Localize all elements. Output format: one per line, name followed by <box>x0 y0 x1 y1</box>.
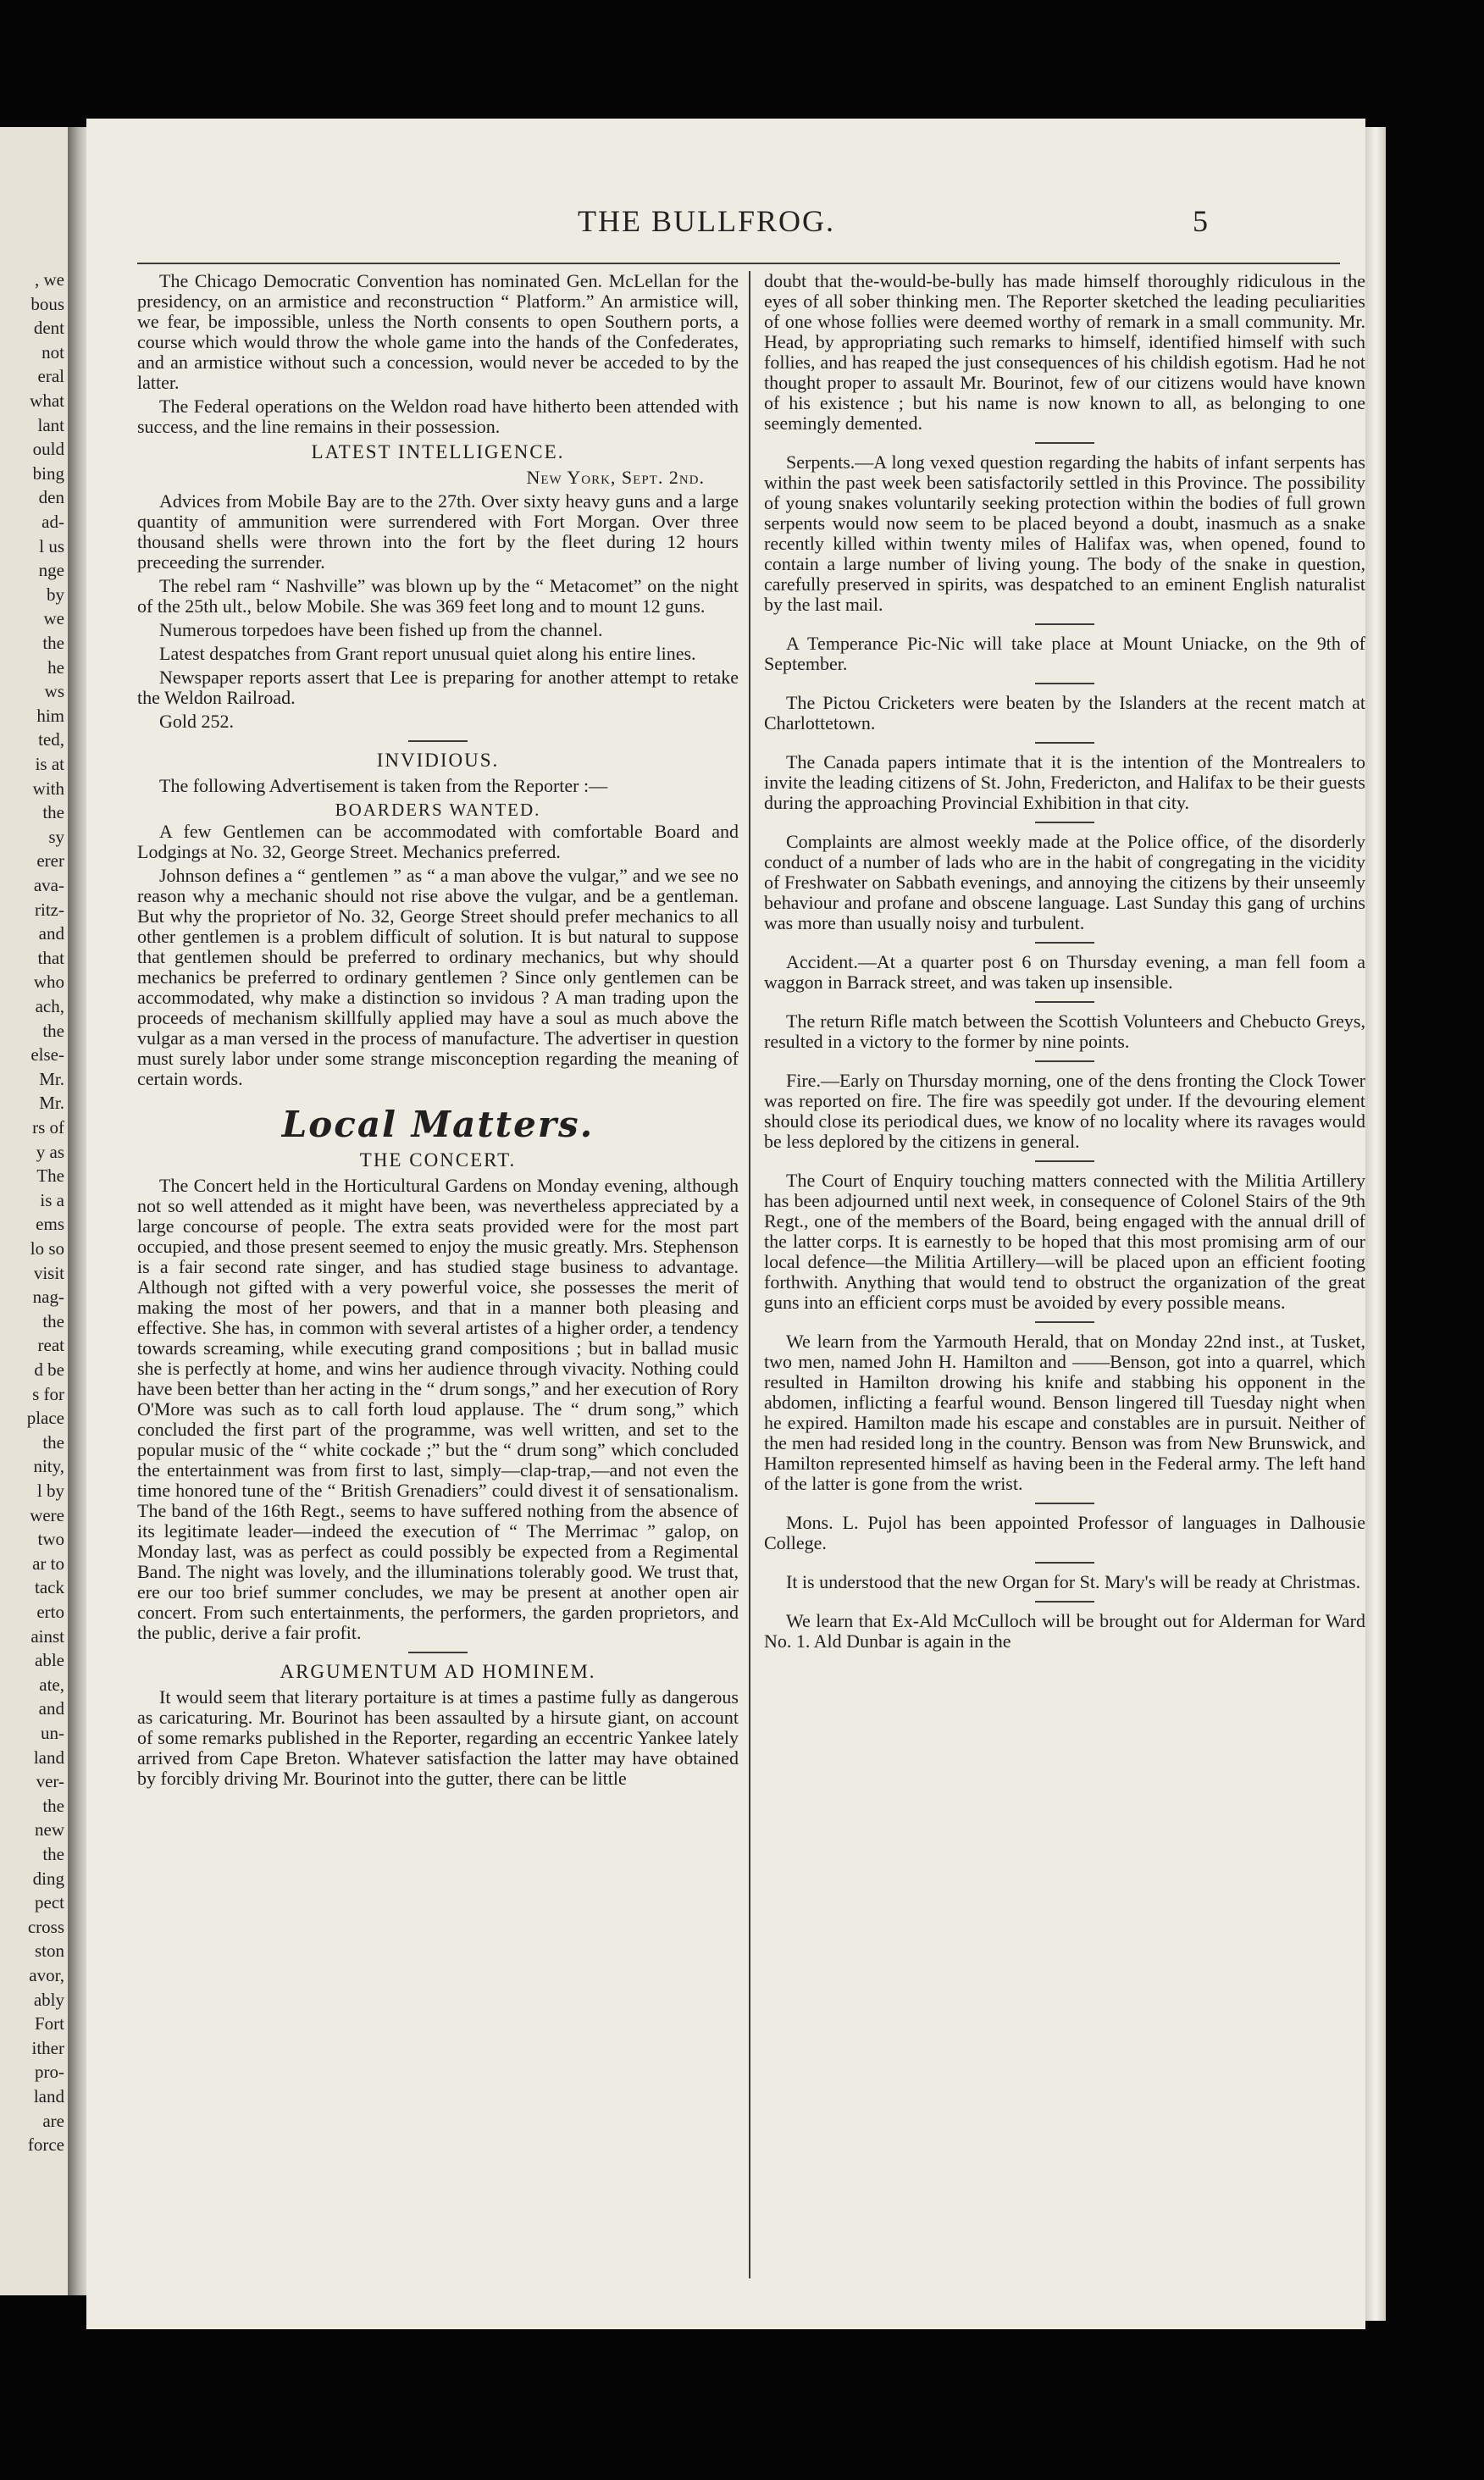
previous-page-fragment: him <box>36 705 64 726</box>
previous-page-fragment: were <box>30 1504 64 1525</box>
serpents-item: Serpents.—A long vexed question regarding the habits of infant serpents has within the past week been satisfactorily settled in this Province. The possibility of young snakes voluntarily seeking protection within the bodies of full grown serpents would now seem to be placed beyond a doubt, inasmuch as a snake recently killed within twenty miles of Halifax was, when opened, found to contain a large number of living young. The body of the snake in question, carefully preserved in spirits, was despatched to an eminent English naturalist by the last mail. <box>764 451 1365 615</box>
news-item: Latest despatches from Grant report unusual quiet along his entire lines. <box>159 643 696 664</box>
previous-page-fragment: avor, <box>29 1965 64 1985</box>
previous-page-fragment: else- <box>30 1044 64 1066</box>
previous-page-fragment: the <box>42 1795 64 1816</box>
rifle-match-item: The return Rifle match between the Scottish Volunteers and Chebucto Greys, resulted in a victory to the former by nine points. <box>764 1010 1365 1052</box>
previous-page-fragment: lant <box>37 414 64 435</box>
previous-page-fragment: who <box>33 972 64 993</box>
weldon-paragraph: The Federal operations on the Weldon road have hitherto been attended with success, and the line remains in their possession. <box>137 396 739 437</box>
accident-item: Accident.—At a quarter post 6 on Thursday evening, a man fell foom a waggon in Barrack street, and was taken up insensible. <box>764 951 1365 993</box>
previous-page-fragment: , we <box>35 269 64 290</box>
previous-page-fragment: the <box>42 1310 64 1331</box>
previous-page-fragment: cross <box>27 1916 64 1937</box>
previous-page-fragment: ar to <box>32 1553 64 1574</box>
argumentum-heading: ARGUMENTUM AD HOMINEM. <box>280 1661 596 1682</box>
argumentum-continued: doubt that the-would-be-bully has made himself thoroughly ridiculous in the eyes of all sober thinking men. The Reporter sketched the leading peculiarities of one whose follies were deemed worthy of remark in a small community. Mr. Head, by appropriating such remarks to himself, identified himself with such follies, and has reaped the just consequences of his childish egotism. Had he not thought proper to assault Mr. Bourinot, few of our citizens would have known of his existence ; but his name is now known to all, as belonging to one seemingly demented. <box>764 270 1365 434</box>
previous-page-fragment: force <box>27 2134 64 2156</box>
previous-page-fragment: ver- <box>36 1771 64 1792</box>
previous-page-fragment: erto <box>36 1602 64 1622</box>
previous-page-fragment: ad- <box>42 512 64 532</box>
previous-page-fragment: ding <box>32 1868 64 1889</box>
previous-page-fragment: Mr. <box>39 1068 64 1089</box>
previous-page-fragment: and <box>38 1698 64 1719</box>
previous-page-fragment: new <box>35 1819 64 1841</box>
pujol-item: Mons. L. Pujol has been appointed Professor of languages in Dalhousie College. <box>764 1512 1365 1553</box>
section-rule <box>1035 742 1094 744</box>
previous-page-fragment: nag- <box>32 1287 64 1308</box>
invidious-heading: INVIDIOUS. <box>376 750 500 771</box>
previous-page-fragment: ted, <box>38 729 64 750</box>
previous-page-fragment: the <box>42 1020 64 1041</box>
previous-page-fragment: l us <box>39 535 64 556</box>
boarders-wanted-heading: BOARDERS WANTED. <box>335 800 541 820</box>
previous-page-fragment: rs of <box>32 1117 64 1138</box>
previous-page-fragment: with <box>32 778 64 799</box>
previous-page-fragment: the <box>42 1844 64 1864</box>
previous-page-fragment: eral <box>37 366 64 387</box>
previous-page-fragment: pect <box>35 1892 64 1913</box>
invidious-body: Johnson defines a “ gentlemen ” as “ a man above the vulgar,” and we see no reason why a mechanic should not rise above the vulgar, and be a gentleman. But why the proprietor of No. 32, George Street should prefer mechanics to all other gentlemen is a problem difficult of solution. It is but natural to suppose that gentlemen should be preferred to ordinary mechanics, but why should mechanics be preferred to ordinary gentlemen ? Since only gentlemen can be accommodated, why make a distinction so invidous ? A man trading upon the proceeds of mechanism skillfully applied may have a soul as much above the vulgar as a man versed in the process of manufacture. The advertiser in question must surely labor under some strange misconception regarding the meaning of certain words. <box>137 865 739 1089</box>
previous-page-fragment: lo so <box>30 1238 64 1259</box>
boarders-advertisement: A few Gentlemen can be accommodated with comfortable Board and Lodgings at No. 32, George Street. Mechanics preferred. <box>137 821 739 862</box>
previous-page-fragment: ems <box>36 1214 64 1235</box>
previous-page-fragment: Fort <box>34 2013 64 2034</box>
previous-page-fragment: visit <box>33 1262 64 1283</box>
section-rule <box>408 740 468 742</box>
left-column <box>137 271 739 1792</box>
previous-page-fragment: dent <box>33 318 64 339</box>
section-rule <box>1035 942 1094 944</box>
previous-page-fragment: are <box>42 2110 64 2131</box>
header-rule <box>137 263 1340 264</box>
previous-page-fragment: den <box>38 487 64 508</box>
previous-page-fragment: pro- <box>35 2062 64 2083</box>
dateline: New York, Sept. 2nd. <box>526 467 705 488</box>
section-rule <box>1035 442 1094 444</box>
latest-intelligence-heading: LATEST INTELLIGENCE. <box>311 441 565 462</box>
section-rule <box>1035 1321 1094 1323</box>
fire-item: Fire.—Early on Thursday morning, one of the dens fronting the Clock Tower was reported on fire. The fire was speedily got under. If the devouring element should close its periodical dues, we know of no locality where its ravages would be less deplored by the citizens in general. <box>764 1070 1365 1152</box>
page-edge-shadow <box>1365 127 1386 2321</box>
previous-page-fragment: land <box>33 1747 64 1768</box>
previous-page-fragment: and <box>38 923 64 944</box>
previous-page-fragment: bing <box>32 462 64 484</box>
previous-page-fragment: erer <box>36 850 64 872</box>
previous-page-fragment: un- <box>41 1723 64 1743</box>
canada-item: The Canada papers intimate that it is the intention of the Montrealers to invite the leading citizens of St. John, Fredericton, and Halifax to be their guests during the approaching Provincial Exhibition in that city. <box>764 751 1365 813</box>
column-divider <box>749 271 750 2278</box>
section-rule <box>1035 822 1094 823</box>
news-item: Numerous torpedoes have been fished up from the channel. <box>159 619 603 640</box>
gold-price: Gold 252. <box>159 711 234 732</box>
previous-page-fragment: ava- <box>33 875 64 895</box>
section-rule <box>1035 1503 1094 1504</box>
section-rule <box>1035 1001 1094 1003</box>
previous-page-fragment: nity, <box>33 1456 64 1477</box>
complaints-item: Complaints are almost weekly made at the Police office, of the disorderly conduct of a number of lads who are in the habit of congregating in the vicidity of Freshwater on Sabbath evenings, and annoying the citizens by their unseemly behaviour and profane and obscene language. Last Sunday this gang of urchins was more than usually noisy and turbulent. <box>764 831 1365 933</box>
previous-page-fragment: not <box>42 341 64 363</box>
section-rule <box>1035 1562 1094 1564</box>
previous-page-fragment: two <box>37 1529 64 1550</box>
court-of-enquiry-item: The Court of Enquiry touching matters connected with the Militia Artillery has been adjourned until next week, in consequence of Colonel Stairs of the 9th Regt., one of the members of the Board, being engaged with the annual drill of the latter corps. It is earnestly to be hoped that this most promising arm of our local defence—the Militia Artillery—will be placed upon an efficient footing forthwith. Anything that would tend to obstruct the organization of the great guns into an efficient corps must be avoided by every possible means. <box>764 1170 1365 1313</box>
previous-page-fragment: ould <box>32 439 64 460</box>
previous-page-fragment: ither <box>31 2037 64 2058</box>
page-header <box>86 203 1365 254</box>
previous-page-fragment: we <box>43 608 64 629</box>
mcculloch-item: We learn that Ex-Ald McCulloch will be brought out for Alderman for Ward No. 1. Ald Dunbar is again in the <box>764 1610 1365 1652</box>
previous-page-edge <box>0 127 68 2295</box>
previous-page-fragment: l by <box>36 1481 64 1501</box>
previous-page-fragment: sy <box>48 826 64 847</box>
local-matters-heading: Local Matters. <box>281 1104 595 1145</box>
previous-page-fragment: that <box>37 947 64 968</box>
news-item: Newspaper reports assert that Lee is preparing for another attempt to retake the Weldon Railroad. <box>137 667 739 708</box>
previous-page-fragment: is a <box>40 1189 64 1210</box>
yarmouth-item: We learn from the Yarmouth Herald, that on Monday 22nd inst., at Tusket, two men, named John H. Hamilton and ——Benson, got into a quarrel, which resulted in Hamilton drowing his knife and stabbing his opponent in the abdomen, inflicting a fearful wound. Benson lingered till Tuesday night when he expired. Hamilton made his escape and constables are in pursuit. Neither of the men had resided long in the country. Benson was from New Brunswick, and Hamilton represented himself as having been in the Federal army. The left hand of the latter is gone from the wrist. <box>764 1331 1365 1494</box>
previous-page-fragment: ably <box>33 1989 64 2010</box>
previous-page-fragment: tack <box>35 1577 64 1598</box>
temperance-item: A Temperance Pic-Nic will take place at Mount Uniacke, on the 9th of September. <box>764 633 1365 674</box>
section-rule <box>408 1652 468 1653</box>
previous-page-fragment: the <box>42 802 64 823</box>
previous-page-fragment: bous <box>30 293 64 314</box>
newspaper-page <box>86 119 1365 2329</box>
previous-page-fragment: ston <box>34 1940 64 1962</box>
convention-paragraph: The Chicago Democratic Convention has nominated Gen. McLellan for the presidency, on an armistice and reconstruction “ Platform.” An armistice will, we fear, be impossible, unless the North consents to open Southern ports, a course which would throw the whole game into the hands of the Confederates, and an armistice without such a concession, would never be acceded to by the latter. <box>137 270 739 393</box>
previous-page-fragment: is at <box>35 754 64 774</box>
previous-page-fragment: The <box>36 1165 64 1187</box>
previous-page-fragment: ritz- <box>35 899 64 920</box>
previous-page-fragment: Mr. <box>39 1093 64 1114</box>
previous-page-fragment: y as <box>36 1141 64 1162</box>
previous-page-fragment: ach, <box>35 996 64 1016</box>
previous-page-fragment: he <box>47 656 64 678</box>
concert-heading: THE CONCERT. <box>359 1149 517 1171</box>
previous-page-fragment: by <box>47 584 64 605</box>
section-rule <box>1035 1060 1094 1062</box>
section-rule <box>1035 683 1094 684</box>
news-item: The rebel ram “ Nashville” was blown up by the “ Metacomet” on the night of the 25th ult., below Mobile. She was 369 feet long and to mount 12 guns. <box>137 575 739 617</box>
previous-page-fragment: s for <box>32 1383 64 1404</box>
invidious-intro: The following Advertisement is taken from the Reporter :— <box>159 775 608 796</box>
page-number: 5 <box>1193 204 1208 238</box>
binding-gutter <box>68 127 86 2295</box>
previous-page-fragment: what <box>30 390 64 411</box>
previous-page-fragment: place <box>26 1408 64 1429</box>
previous-page-fragment: ainst <box>30 1625 64 1647</box>
section-rule <box>1035 623 1094 625</box>
right-column <box>764 271 1365 1655</box>
argumentum-body: It would seem that literary portaiture is at times a pastime fully as dangerous as caricaturing. Mr. Bourinot has been assaulted by a hirsute giant, on account of some remarks published in the Reporter, regarding an eccentric Yankee lately arrived from Cape Breton. Whatever satisfaction the latter may have obtained by forcibly driving Mr. Bourinot into the gutter, there can be little <box>137 1686 739 1789</box>
previous-page-fragment: the <box>42 633 64 653</box>
previous-page-fragment: able <box>35 1650 64 1671</box>
previous-page-fragment: nge <box>38 560 64 581</box>
concert-body: The Concert held in the Horticultural Gardens on Monday evening, although not so well attended as it might have been, was nevertheless appreciated by a large concourse of people. The extra seats provided were for the most part occupied, and those present seemed to enjoy the music greatly. Mrs. Stephenson is a fair second rate singer, and has studied stage business to advantage. Although not gifted with a very powerful voice, she possesses the merit of making the most of her powers, and that in a manner both pleasing and effective. She has, in common with several artistes of a higher order, a tendency towards screaming, while executing grand compositions ; but in ballad music she is perfectly at home, and wins her audience through vivacity. Nothing could have been better than her acting in the “ drum songs,” and her execution of Rory O'More was such as to call forth loud applause. The “ drum song,” which concluded the first part of the programme, was well written, and set to the popular music of the “ white cockade ;” but the “ drum song” which concluded the entertainment was from first to last, simply—clap-trap,—and not even the time honored tune of the “ British Grenadiers” could divest it of sensationalism. The band of the 16th Regt., seems to have suffered nothing from the absence of its legitimate leader—indeed the execution of “ The Merrimac ” galop, on Monday last, was as perfect as could possibly be expected from a Regimental Band. The night was lovely, and the illuminations tolerably good. We trust that, ere our too brief summer concludes, we may be present at another open air concert. From such entertainments, the performers, the garden proprietors, and the public, derive a fair profit. <box>137 1175 739 1643</box>
section-rule <box>1035 1160 1094 1162</box>
organ-item: It is understood that the new Organ for St. Mary's will be ready at Christmas. <box>786 1571 1361 1592</box>
section-rule <box>1035 1601 1094 1603</box>
previous-page-fragment: d be <box>34 1359 64 1380</box>
news-item: Advices from Mobile Bay are to the 27th. Over sixty heavy guns and a large quantity of ammunition were surrendered with Fort Morgan. Over three thousand shells were thrown into the fort by the fleet during 12 hours preceeding the surrender. <box>137 490 739 573</box>
previous-page-fragment: reat <box>37 1335 64 1356</box>
previous-page-fragment: ate, <box>39 1674 64 1695</box>
pictou-item: The Pictou Cricketers were beaten by the Islanders at the recent match at Charlottetown. <box>764 692 1365 733</box>
previous-page-fragment: the <box>42 1431 64 1453</box>
running-title: THE BULLFROG. <box>578 204 835 238</box>
previous-page-fragment: land <box>33 2086 64 2106</box>
previous-page-fragment: ws <box>44 681 64 702</box>
